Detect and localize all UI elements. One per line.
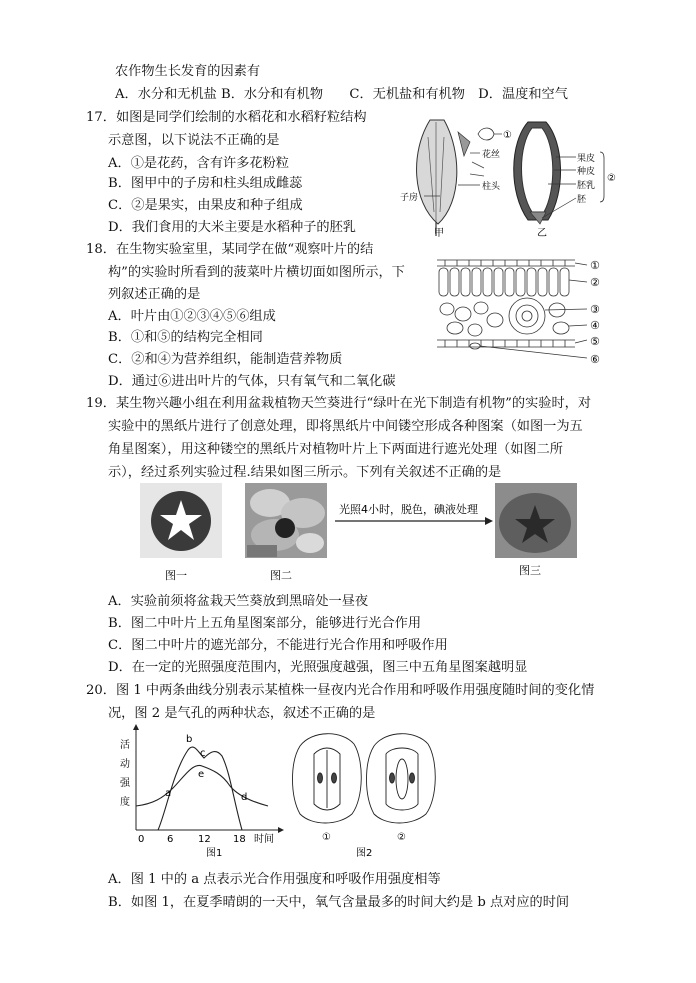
ylabel-3: 强 [120,778,130,789]
xtick-12: 12 [198,834,211,845]
label-ovary: 子房 [400,193,419,203]
point-c: c [200,748,206,759]
q19-option-d: D．在一定的光照强度范围内，光照强度越强，图三中五角星图案越明显 [108,660,528,675]
leaf-label-4: ④ [590,319,600,332]
label-stigma: 柱头 [482,182,501,192]
label-filament: 花丝 [482,150,501,160]
stoma-open [367,734,436,823]
q20-stem-2: 况，图 2 是气孔的两种状态，叙述不正确的是 [108,706,376,721]
q20-option-b: B．如图 1，在夏季晴朗的一天中，氧气含量最多的时间大约是 b 点对应的时间 [108,895,570,910]
xtick-6: 6 [167,834,174,845]
q17-stem: 17．如图是同学们绘制的水稻花和水稻籽粒结构 [86,110,367,125]
xlabel: 时间 [254,834,274,845]
label-embryo: 胚 [577,195,587,205]
xtick-18: 18 [233,834,246,845]
q18-leaf-section-figure [435,254,610,368]
label-endosperm: 胚乳 [577,181,596,191]
leaf-label-2: ② [590,276,600,289]
stoma-label-1: ① [322,832,331,843]
q18-stem-3: 列叙述正确的是 [108,287,201,302]
label-pericarp: 果皮 [577,154,596,164]
leaf-label-5: ⑤ [590,335,600,348]
caption-chart2: 图2 [356,848,373,859]
figure3-result-leaf [495,483,577,558]
q18-option-c: C．②和④为营养组织，能制造营养物质 [108,352,343,367]
q19-stem-3: 角星图案），用这种镂空的黑纸片对植物叶片上下两面进行遮光处理（如图二所 [108,442,563,457]
q19-option-a: A．实验前须将盆栽天竺葵放到黑暗处一昼夜 [108,594,369,609]
leaf-cross-section [437,260,575,349]
point-d: d [241,792,248,803]
caption-fig1: 图一 [165,569,187,582]
process-arrow [335,517,493,525]
q19-experiment-figure [135,483,585,583]
q20-stem: 20．图 1 中两条曲线分别表示某植株一昼夜内光合作用和呼吸作用强度随时间的变化情 [86,683,595,698]
rice-flower-illustration [417,120,502,236]
leaf-label-1: ① [590,259,600,272]
q19-stem: 19．某生物兴趣小组在利用盆栽植物天竺葵进行“绿叶在光下制造有机物”的实验时，对 [86,396,592,411]
label-yi: 乙 [537,228,547,239]
q17-option-b: B．图甲中的子房和柱头组成雌蕊 [108,176,303,191]
q17-option-a: A．①是花药，含有许多花粉粒 [108,156,289,171]
q19-stem-2: 实验中的黑纸片进行了创意处理，即将黑纸片中间镂空形成各种图案（如图一为五 [108,419,583,434]
q20-figure1-curves [118,722,298,862]
q17-option-d: D．我们食用的大米主要是水稻种子的胚乳 [108,220,356,235]
q20-figure2-stomata [292,726,437,861]
stoma-closed [293,734,362,823]
q19-option-b: B．图二中叶片上五角星图案部分，能够进行光合作用 [108,616,422,631]
caption-fig2: 图二 [270,569,292,582]
leaf-label-3: ③ [590,303,600,316]
ylabel-4: 度 [120,797,130,808]
point-a: a [165,788,172,799]
q18-option-b: B．①和⑤的结构完全相同 [108,330,263,345]
q18-stem-2: 构”的实验时所看到的菠菜叶片横切面如图所示，下 [108,265,405,280]
stoma-label-2: ② [397,832,406,843]
xtick-0: 0 [138,834,145,845]
figure2-covered-plant [245,483,327,558]
ylabel-2: 动 [120,759,130,770]
caption-chart1: 图1 [206,848,223,859]
q18-stem: 18．在生物实验室里，某同学在做“观察叶片的结 [86,242,374,257]
q16-options: A．水分和无机盐 B．水分和有机物 C．无机盐和有机物 D．温度和空气 [115,87,568,102]
label-seedcoat: 种皮 [577,167,596,177]
label-jia: 甲 [434,228,444,239]
label-1: ① [503,130,512,141]
q18-option-d: D．通过⑥进出叶片的气体，只有氧气和二氧化碳 [108,374,396,389]
caption-fig3: 图三 [519,564,541,577]
q17-rice-figure [400,112,630,240]
arrow-caption: 光照4小时，脱色，碘液处理 [339,503,478,516]
q16-stem: 农作物生长发育的因素有 [115,64,261,79]
figure1-star-paper [140,483,222,558]
ylabel-1: 活 [120,740,130,751]
label-2: ② [607,173,616,184]
q20-option-a: A．图 1 中的 a 点表示光合作用强度和呼吸作用强度相等 [108,872,441,887]
q17-option-c: C．②是果实，由果皮和种子组成 [108,198,303,213]
q19-stem-4: 示），经过系列实验过程.结果如图三所示。下列有关叙述不正确的是 [108,465,502,480]
point-b: b [186,734,193,745]
q17-stem-2: 示意图，以下说法不正确的是 [108,133,280,148]
point-e: e [198,769,205,780]
leaf-label-6: ⑥ [590,353,600,366]
q19-option-c: C．图二中叶片的遮光部分，不能进行光合作用和呼吸作用 [108,638,448,653]
q18-option-a: A．叶片由①②③④⑤⑥组成 [108,309,276,324]
